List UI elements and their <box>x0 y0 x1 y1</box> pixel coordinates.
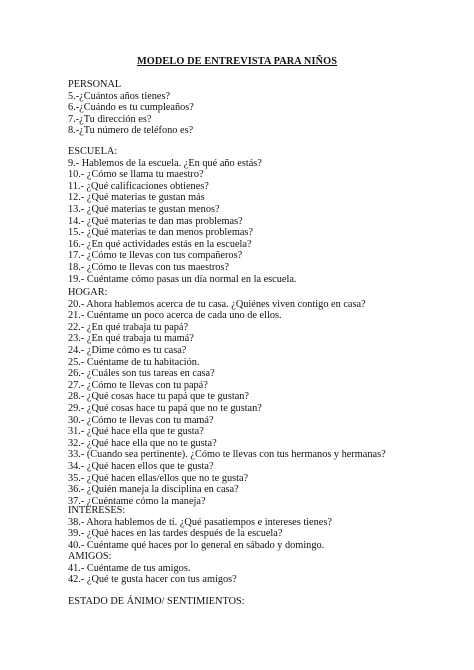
question-line: 13.- ¿Qué materias te gustan menos? <box>68 203 220 215</box>
question-line: 15.- ¿Qué materias te dan menos problemas? <box>68 227 253 239</box>
section-intereses <box>68 505 468 551</box>
section-personal <box>68 79 468 137</box>
question-line: 38.- Ahora hablemos de ti. ¿Qué pasatiempos e intereses tienes? <box>68 516 332 528</box>
question-line: 27.- ¿Cómo te llevas con tu papá? <box>68 379 208 391</box>
question-line: 11.- ¿Qué calificaciones obtienes? <box>68 180 209 192</box>
question-line: 41.- Cuéntame de tus amigos. <box>68 562 191 574</box>
question-line: 12.- ¿Qué materias te gustan más <box>68 192 205 204</box>
question-line: 16.- ¿En qué actividades estás en la escuela? <box>68 238 252 250</box>
section-hogar <box>68 287 468 507</box>
question-line: 32.- ¿Qué hace ella que no te gusta? <box>68 437 217 449</box>
question-line: 34.- ¿Qué hacen ellos que te gusta? <box>68 460 214 472</box>
question-line: 30.- ¿Cómo te llevas con tu mamá? <box>68 414 214 426</box>
section-escuela <box>68 146 468 285</box>
question-line: 36.- ¿Quién maneja la disciplina en casa? <box>68 484 239 496</box>
question-line: 28.- ¿Qué cosas hace tu papá que te gustan? <box>68 391 249 403</box>
question-line: 5.-¿Cuántos años tienes? <box>68 90 171 102</box>
section-amigos <box>68 551 468 586</box>
question-line: 22.- ¿En qué trabaja tu papá? <box>68 321 189 333</box>
document-title: MODELO DE ENTREVISTA PARA NIÑOS <box>136 56 338 67</box>
question-line: 17.- ¿Cómo te llevas con tus compañeros? <box>68 250 243 262</box>
section-heading: HOGAR: <box>68 287 108 298</box>
section-estado-de-animo <box>68 596 468 608</box>
question-line: 39.- ¿Qué haces en las tardes después de la escuela? <box>68 528 283 540</box>
question-line: 33.- (Cuando sea pertinente). ¿Cómo te llevas con tus hermanos y hermanas? <box>68 449 386 461</box>
section-heading: ESTADO DE ÁNIMO/ SENTIMIENTOS: <box>68 596 245 607</box>
question-line: 8.-¿Tu número de teléfono es? <box>68 125 194 137</box>
question-line: 20.- Ahora hablemos acerca de tu casa. ¿Quiénes viven contigo en casa? <box>68 298 366 310</box>
question-line: 14.- ¿Qué materias te dan mas problemas? <box>68 215 243 227</box>
question-line: 18.- ¿Cómo te llevas con tus maestros? <box>68 261 229 273</box>
section-heading: AMIGOS: <box>68 551 112 562</box>
question-line: 7.-¿Tu dirección es? <box>68 113 152 125</box>
question-line: 21.- Cuéntame un poco acerca de cada uno de ellos. <box>68 310 282 322</box>
question-line: 25.- Cuéntame de tu habitación. <box>68 356 200 368</box>
question-line: 35.- ¿Qué hacen ellas/ellos que no te gusta? <box>68 472 249 484</box>
question-line: 37.- ¿Cuéntame cómo la maneja? <box>68 495 206 507</box>
question-line: 6.-¿Cuándo es tu cumpleaños? <box>68 102 194 114</box>
question-line: 24.- ¿Dime cómo es tu casa? <box>68 344 187 356</box>
question-line: 26.- ¿Cuáles son tus tareas en casa? <box>68 368 215 380</box>
question-line: 19.- Cuéntame cómo pasas un día normal en la escuela. <box>68 273 297 285</box>
question-line: 40.- Cuéntame qué haces por lo general en sábado y domingo. <box>68 539 325 551</box>
question-line: 10.- ¿Cómo se llama tu maestro? <box>68 169 204 181</box>
question-line: 9.- Hablemos de la escuela. ¿En qué año estás? <box>68 157 262 169</box>
question-line: 31.- ¿Qué hace ella que te gusta? <box>68 426 204 438</box>
question-line: 42.- ¿Qué te gusta hacer con tus amigos? <box>68 574 237 586</box>
question-line: 29.- ¿Qué cosas hace tu papá que no te gustan? <box>68 402 262 414</box>
section-heading: PERSONAL <box>68 79 122 90</box>
question-line: 23.- ¿En qué trabaja tu mamá? <box>68 333 194 345</box>
section-heading: INTERESES: <box>68 505 126 516</box>
section-heading: ESCUELA: <box>68 146 118 157</box>
